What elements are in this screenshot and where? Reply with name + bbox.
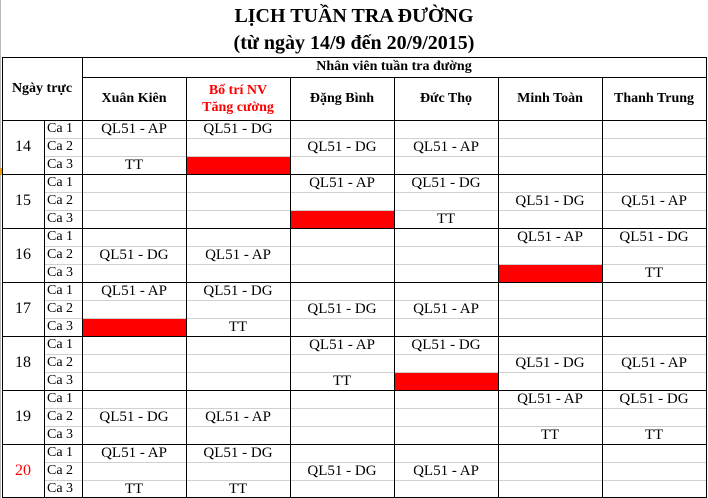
schedule-cell[interactable]: QL51 - DG <box>411 336 481 353</box>
shift-label: Ca 1 <box>47 229 74 244</box>
schedule-cell[interactable] <box>602 372 706 390</box>
shift-label: Ca 1 <box>47 175 74 190</box>
schedule-cell[interactable] <box>394 408 498 426</box>
grid-line <box>2 57 706 58</box>
schedule-cell[interactable]: QL51 - DG <box>515 192 585 209</box>
schedule-title: LỊCH TUẦN TRA ĐƯỜNG <box>234 5 474 27</box>
grid-line <box>2 390 706 391</box>
grid-line <box>44 408 706 409</box>
schedule-cell[interactable]: QL51 - DG <box>99 246 169 263</box>
schedule-cell[interactable] <box>394 318 498 336</box>
schedule-cell[interactable] <box>82 426 186 444</box>
shift-label: Ca 1 <box>47 337 74 352</box>
schedule-cell[interactable] <box>602 210 706 228</box>
highlight-cell[interactable] <box>499 265 602 282</box>
schedule-cell[interactable]: QL51 - AP <box>517 228 583 245</box>
grid-line <box>394 77 395 498</box>
shift-label: Ca 2 <box>47 409 74 424</box>
shift-label: Ca 3 <box>47 319 74 334</box>
schedule-subtitle: (từ ngày 14/9 đến 20/9/2015) <box>233 32 475 54</box>
schedule-cell[interactable]: QL51 - AP <box>309 336 375 353</box>
schedule-cell[interactable]: TT <box>540 426 560 443</box>
day-label: 19 <box>15 408 31 425</box>
shift-label: Ca 3 <box>47 481 74 496</box>
schedule-cell[interactable] <box>498 138 602 156</box>
schedule-cell[interactable] <box>186 228 290 246</box>
shift-label: Ca 2 <box>47 139 74 154</box>
schedule-cell[interactable]: TT <box>436 210 456 227</box>
schedule-cell[interactable]: TT <box>644 426 664 443</box>
schedule-cell[interactable] <box>498 174 602 192</box>
shift-label: Ca 1 <box>47 121 74 136</box>
schedule-cell[interactable] <box>82 462 186 480</box>
grid-line <box>706 57 707 498</box>
schedule-cell[interactable]: QL51 - DG <box>307 300 377 317</box>
header-staff-3: Đức Thọ <box>419 90 473 106</box>
schedule-cell[interactable]: QL51 - DG <box>619 390 689 407</box>
schedule-cell[interactable] <box>290 192 394 210</box>
day-label: 15 <box>15 192 31 209</box>
header-staff-2: Đặng Bình <box>309 90 375 106</box>
schedule-cell[interactable] <box>498 246 602 264</box>
schedule-cell[interactable] <box>498 282 602 300</box>
schedule-cell[interactable] <box>394 192 498 210</box>
grid-line <box>2 282 706 283</box>
schedule-cell[interactable] <box>290 282 394 300</box>
grid-line <box>290 77 291 498</box>
schedule-cell[interactable] <box>498 408 602 426</box>
schedule-cell[interactable] <box>394 390 498 408</box>
schedule-cell[interactable] <box>498 318 602 336</box>
header-staff-label: Bố trí NV <box>208 82 268 98</box>
grid-line <box>498 77 499 498</box>
schedule-cell[interactable] <box>82 336 186 354</box>
grid-line <box>44 480 706 481</box>
schedule-cell[interactable]: QL51 - DG <box>619 228 689 245</box>
schedule-cell[interactable]: QL51 - AP <box>101 120 167 137</box>
schedule-cell[interactable] <box>498 480 602 498</box>
schedule-cell[interactable] <box>290 120 394 138</box>
schedule-cell[interactable] <box>602 444 706 462</box>
schedule-cell[interactable] <box>82 174 186 192</box>
schedule-cell[interactable] <box>290 444 394 462</box>
grid-line <box>44 246 706 247</box>
grid-line <box>2 174 706 175</box>
schedule-cell[interactable] <box>186 390 290 408</box>
header-staff-5: Thanh Trung <box>613 90 695 106</box>
schedule-cell[interactable] <box>82 264 186 282</box>
schedule-cell[interactable] <box>602 336 706 354</box>
schedule-cell[interactable] <box>602 300 706 318</box>
grid-line <box>2 57 3 498</box>
schedule-cell[interactable] <box>394 444 498 462</box>
schedule-cell[interactable] <box>82 228 186 246</box>
grid-line <box>44 300 706 301</box>
grid-line <box>2 228 706 229</box>
schedule-cell[interactable]: QL51 - AP <box>101 282 167 299</box>
grid-line <box>44 138 706 139</box>
schedule-cell[interactable] <box>186 300 290 318</box>
schedule-cell[interactable]: QL51 - AP <box>413 462 479 479</box>
schedule-cell[interactable] <box>186 192 290 210</box>
grid-line <box>44 318 706 319</box>
schedule-cell[interactable] <box>290 408 394 426</box>
schedule-cell[interactable]: QL51 - DG <box>307 462 377 479</box>
schedule-cell[interactable]: QL51 - AP <box>205 408 271 425</box>
schedule-cell[interactable]: TT <box>644 264 664 281</box>
schedule-cell[interactable]: QL51 - AP <box>517 390 583 407</box>
schedule-cell[interactable]: QL51 - DG <box>203 120 273 137</box>
schedule-cell[interactable]: QL51 - DG <box>307 138 377 155</box>
grid-line <box>44 426 706 427</box>
schedule-cell[interactable] <box>394 120 498 138</box>
schedule-cell[interactable]: QL51 - AP <box>413 138 479 155</box>
schedule-cell[interactable] <box>290 228 394 246</box>
schedule-cell[interactable]: TT <box>228 480 248 497</box>
grid-line <box>44 354 706 355</box>
shift-label: Ca 3 <box>47 427 74 442</box>
schedule-cell[interactable]: TT <box>124 156 144 173</box>
day-label: 16 <box>15 246 31 263</box>
schedule-cell[interactable] <box>82 354 186 372</box>
schedule-cell[interactable]: QL51 - DG <box>99 408 169 425</box>
header-duty-day: Ngày trực <box>11 80 73 96</box>
highlight-cell[interactable] <box>187 157 290 174</box>
schedule-cell[interactable]: QL51 - DG <box>203 444 273 461</box>
highlight-cell[interactable] <box>291 211 394 228</box>
schedule-cell[interactable] <box>394 264 498 282</box>
schedule-cell[interactable] <box>186 462 290 480</box>
shift-label: Ca 2 <box>47 247 74 262</box>
schedule-cell[interactable] <box>394 246 498 264</box>
grid-line <box>2 120 706 121</box>
day-label: 14 <box>15 138 31 155</box>
grid-line <box>44 462 706 463</box>
shift-label: Ca 2 <box>47 301 74 316</box>
schedule-cell[interactable]: QL51 - DG <box>411 174 481 191</box>
schedule-cell[interactable] <box>186 210 290 228</box>
schedule-cell[interactable] <box>186 264 290 282</box>
schedule-cell[interactable] <box>602 246 706 264</box>
shift-label: Ca 3 <box>47 157 74 172</box>
schedule-cell[interactable]: QL51 - DG <box>203 282 273 299</box>
grid-line <box>82 57 83 498</box>
schedule-cell[interactable] <box>82 192 186 210</box>
schedule-cell[interactable]: QL51 - AP <box>621 354 687 371</box>
schedule-cell[interactable] <box>498 372 602 390</box>
shift-label: Ca 3 <box>47 373 74 388</box>
schedule-cell[interactable] <box>186 354 290 372</box>
shift-label: Ca 2 <box>47 193 74 208</box>
schedule-cell[interactable] <box>186 426 290 444</box>
schedule-cell[interactable] <box>82 372 186 390</box>
grid-line <box>602 77 603 498</box>
schedule-cell[interactable]: QL51 - AP <box>621 192 687 209</box>
day-label: 20 <box>15 462 31 479</box>
schedule-cell[interactable] <box>290 426 394 444</box>
schedule-cell[interactable] <box>602 156 706 174</box>
schedule-cell[interactable] <box>602 174 706 192</box>
schedule-cell[interactable] <box>602 120 706 138</box>
schedule-cell[interactable] <box>186 138 290 156</box>
schedule-cell[interactable] <box>290 318 394 336</box>
schedule-cell[interactable] <box>394 426 498 444</box>
schedule-cell[interactable] <box>602 138 706 156</box>
schedule-cell[interactable] <box>498 156 602 174</box>
schedule-cell[interactable] <box>186 174 290 192</box>
schedule-cell[interactable]: TT <box>124 480 144 497</box>
schedule-cell[interactable] <box>394 354 498 372</box>
grid-line <box>44 210 706 211</box>
schedule-cell[interactable] <box>498 444 602 462</box>
grid-line <box>44 120 45 498</box>
grid-line <box>44 264 706 265</box>
schedule-cell[interactable] <box>290 264 394 282</box>
schedule-cell[interactable] <box>394 282 498 300</box>
shift-label: Ca 1 <box>47 445 74 460</box>
header-staff-group: Nhân viên tuần tra đường <box>316 59 472 74</box>
schedule-cell[interactable] <box>602 462 706 480</box>
shift-label: Ca 3 <box>47 265 74 280</box>
schedule-cell[interactable] <box>290 390 394 408</box>
highlight-cell[interactable] <box>395 373 498 390</box>
schedule-cell[interactable] <box>394 480 498 498</box>
schedule-cell[interactable] <box>186 372 290 390</box>
schedule-cell[interactable]: QL51 - AP <box>309 174 375 191</box>
schedule-cell[interactable] <box>498 300 602 318</box>
schedule-cell[interactable] <box>186 336 290 354</box>
schedule-cell[interactable] <box>602 408 706 426</box>
schedule-cell[interactable]: QL51 - AP <box>101 444 167 461</box>
header-staff-1 <box>186 77 290 120</box>
schedule-cell[interactable] <box>498 336 602 354</box>
grid-line <box>44 372 706 373</box>
schedule-cell[interactable]: QL51 - AP <box>413 300 479 317</box>
schedule-cell[interactable] <box>602 480 706 498</box>
header-staff-label: Tăng cường <box>202 99 274 115</box>
schedule-cell[interactable] <box>82 210 186 228</box>
schedule-cell[interactable]: QL51 - DG <box>515 354 585 371</box>
shift-label: Ca 2 <box>47 355 74 370</box>
grid-line <box>2 444 706 445</box>
shift-label: Ca 3 <box>47 211 74 226</box>
grid-line <box>2 336 706 337</box>
schedule-cell[interactable] <box>602 282 706 300</box>
schedule-cell[interactable]: TT <box>228 318 248 335</box>
schedule-cell[interactable] <box>394 156 498 174</box>
schedule-cell[interactable] <box>82 300 186 318</box>
schedule-cell[interactable] <box>498 462 602 480</box>
shift-label: Ca 1 <box>47 391 74 406</box>
header-staff-0: Xuân Kiên <box>101 90 167 106</box>
grid-line <box>44 192 706 193</box>
schedule-cell[interactable] <box>394 228 498 246</box>
schedule-cell[interactable] <box>498 210 602 228</box>
schedule-cell[interactable]: QL51 - AP <box>205 246 271 263</box>
day-label: 18 <box>15 354 31 371</box>
schedule-cell[interactable] <box>602 318 706 336</box>
schedule-cell[interactable] <box>82 138 186 156</box>
highlight-cell[interactable] <box>83 319 186 336</box>
shift-label: Ca 2 <box>47 463 74 478</box>
schedule-cell[interactable] <box>290 354 394 372</box>
schedule-cell[interactable] <box>498 120 602 138</box>
day-label: 17 <box>15 300 31 317</box>
grid-line <box>186 77 187 498</box>
shift-label: Ca 1 <box>47 283 74 298</box>
schedule-cell[interactable] <box>82 390 186 408</box>
schedule-cell[interactable]: TT <box>332 372 352 389</box>
header-staff-4: Minh Toàn <box>517 90 583 106</box>
grid-line <box>44 156 706 157</box>
schedule-cell[interactable] <box>290 156 394 174</box>
schedule-cell[interactable] <box>290 480 394 498</box>
schedule-cell[interactable] <box>290 246 394 264</box>
